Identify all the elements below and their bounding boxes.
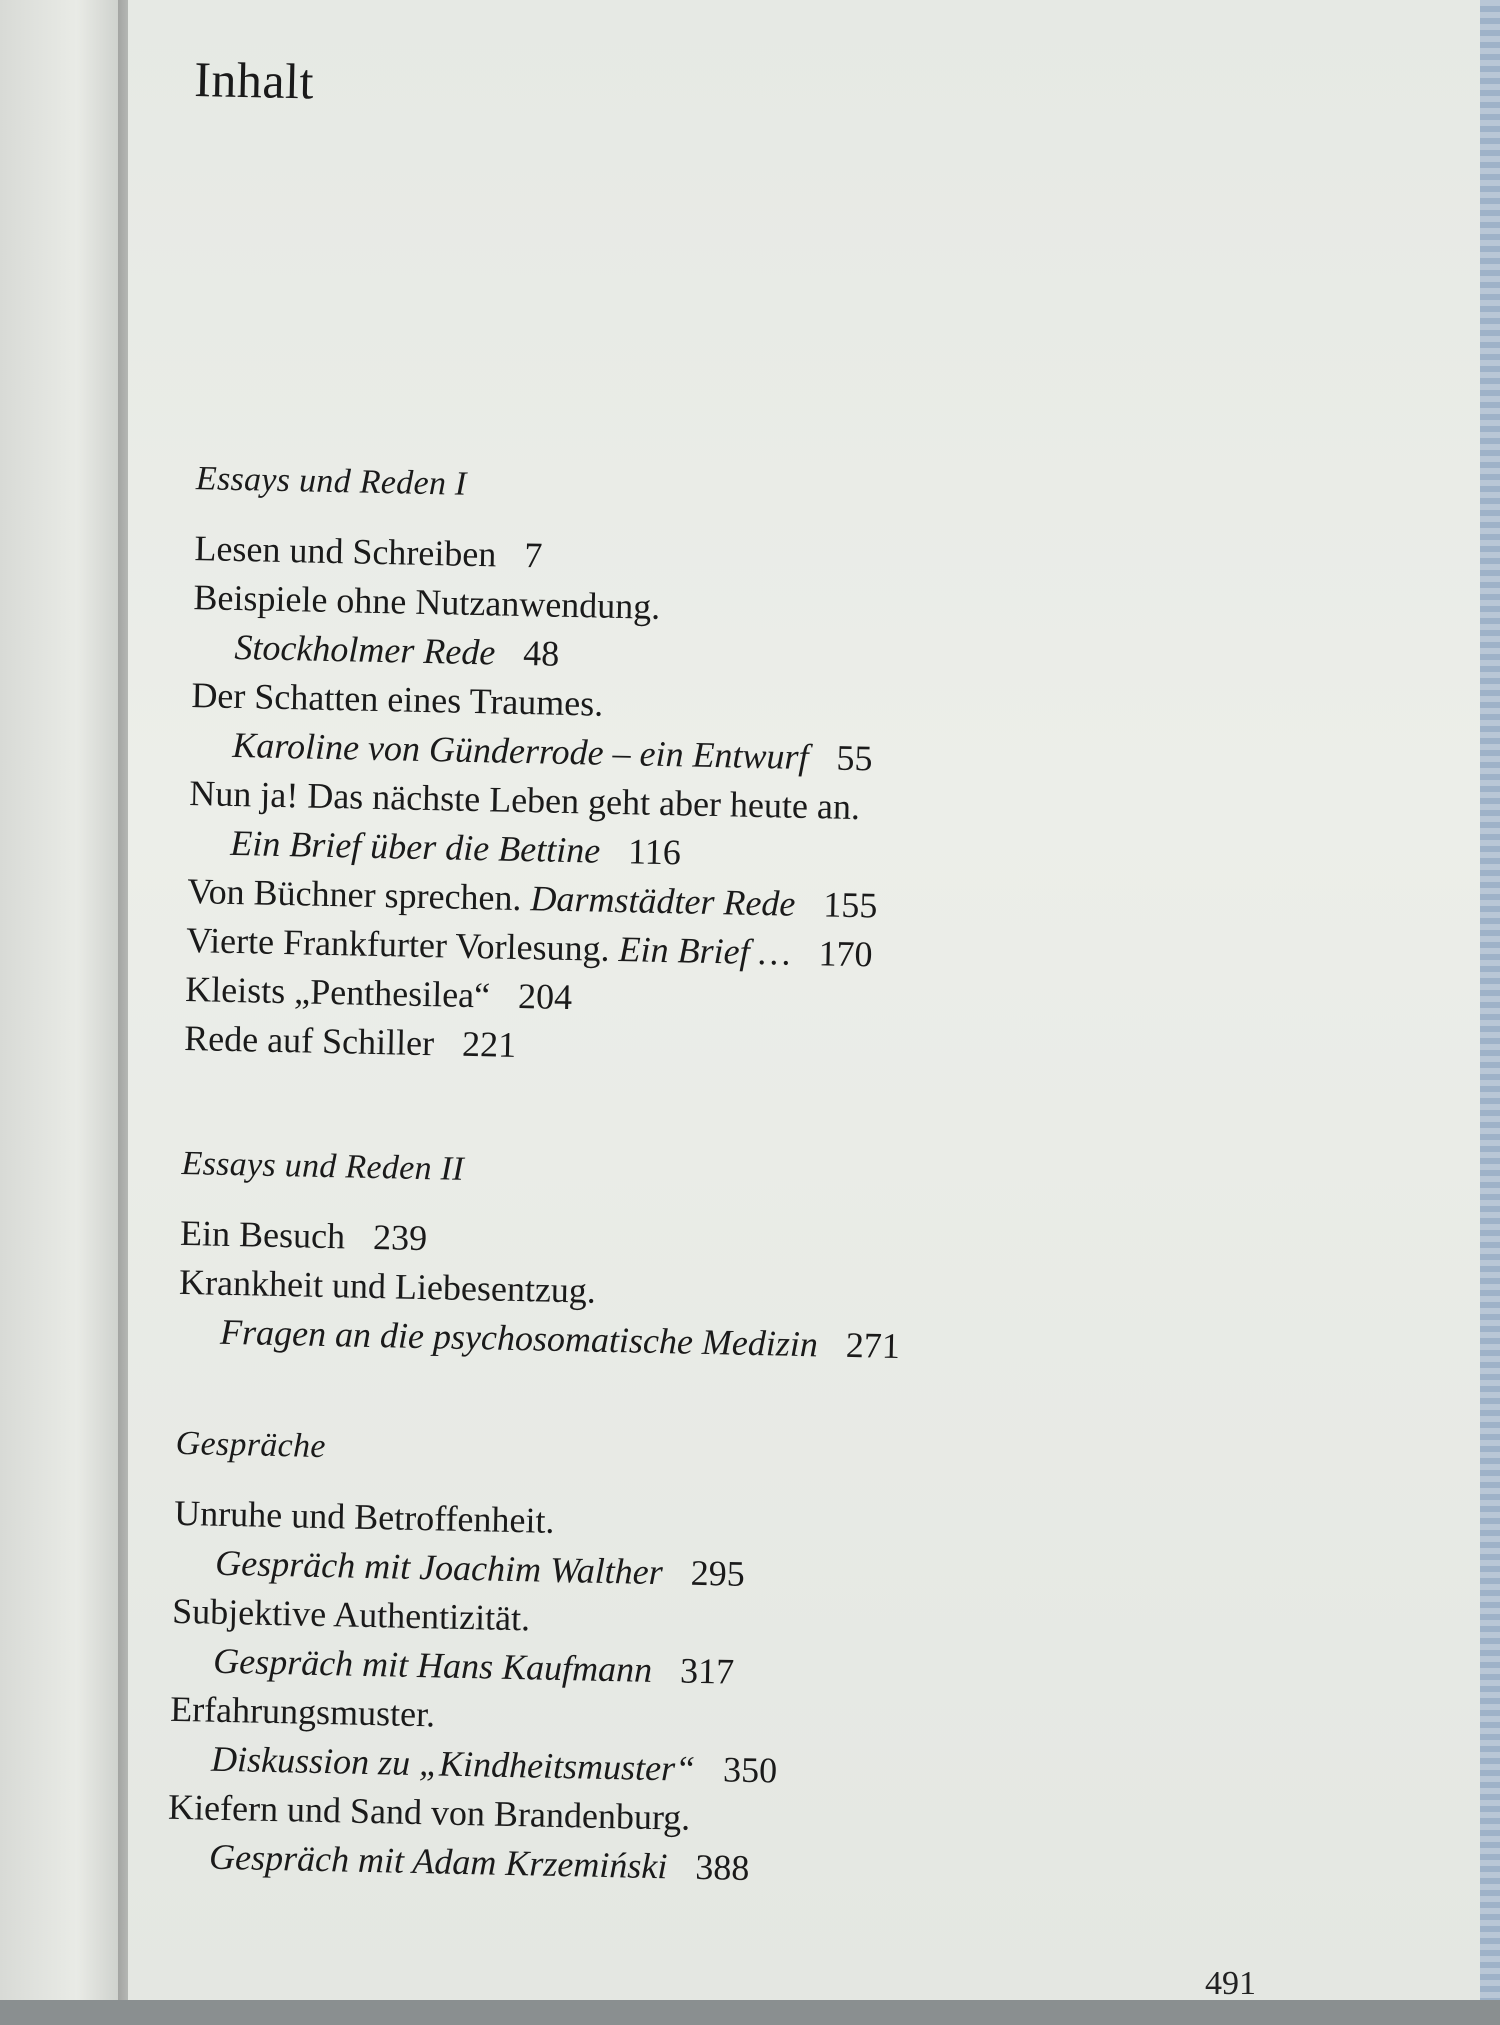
entry-title: Krankheit und Liebesentzug.	[178, 1261, 597, 1311]
background-edge	[1480, 0, 1500, 2000]
entry-subtitle: Gespräch mit Joachim Walther	[214, 1542, 664, 1593]
page-number: 116	[627, 831, 682, 873]
page-number: 155	[822, 884, 878, 926]
page-number: 271	[845, 1324, 901, 1367]
page-number: 221	[461, 1023, 517, 1065]
entry-subtitle: Diskussion zu „Kindheitsmuster“	[210, 1738, 696, 1789]
toc-entry	[192, 573, 884, 685]
entry-title: Lesen und Schreiben	[194, 528, 497, 575]
entry-subtitle: Ein Brief über die Bettine	[229, 822, 601, 871]
page-number: 388	[694, 1846, 750, 1888]
entry-subtitle: Gespräch mit Adam Krzemiński	[208, 1836, 668, 1887]
toc-entry	[188, 769, 880, 881]
entry-title: Nun ja! Das nächste Leben geht aber heute an.	[188, 773, 861, 828]
entry-subtitle: Gespräch mit Hans Kaufmann	[212, 1640, 653, 1690]
section-essays-und-reden-2	[178, 1145, 904, 1371]
entry-title: Ein Besuch	[179, 1212, 346, 1257]
toc-entry	[171, 1587, 781, 1698]
page-number: 239	[372, 1216, 428, 1259]
toc-entry	[167, 1783, 777, 1894]
entry-title: Unruhe und Betroffenheit.	[173, 1492, 555, 1541]
entry-title: Subjektive Authentizität.	[171, 1590, 531, 1639]
page-title: Inhalt	[193, 50, 315, 110]
page-number: 48	[522, 633, 560, 674]
section-gespraeche	[167, 1425, 784, 1894]
toc-entry	[190, 671, 882, 783]
entry-title: Von Büchner sprechen.	[186, 871, 522, 919]
section-heading: Essays und Reden I	[195, 460, 468, 503]
entry-title: Vierte Frankfurter Vorlesung.	[185, 920, 611, 969]
page-number: 7	[523, 535, 543, 576]
entry-subtitle: Karoline von Günderrode – ein Entwurf	[231, 724, 809, 777]
entry-title: Der Schatten eines Traumes.	[191, 675, 604, 724]
page-number: 350	[722, 1749, 778, 1791]
entry-title: Beispiele ohne Nutzanwendung.	[193, 577, 661, 627]
page-number: 204	[517, 975, 573, 1018]
entry-subtitle: Fragen an die psychosomatische Medizin	[219, 1311, 819, 1365]
facing-page	[0, 0, 128, 2000]
page-number: 295	[690, 1552, 746, 1594]
entry-title: Erfahrungsmuster.	[169, 1688, 436, 1735]
section-essays-und-reden-1	[184, 460, 887, 1077]
entry-title: Kiefern und Sand von Brandenburg.	[167, 1786, 691, 1838]
entry-title: Kleists „Penthesilea“	[184, 968, 491, 1016]
page-number-folio: 491	[1205, 1965, 1256, 2002]
entry-subtitle: Darmstädter Rede	[530, 878, 796, 924]
entry-subtitle: Stockholmer Rede	[234, 626, 496, 673]
entry-title: Rede auf Schiller	[183, 1017, 435, 1064]
contents-page	[154, 0, 1396, 2025]
toc-entry	[178, 1258, 902, 1371]
toc-entry	[173, 1489, 783, 1600]
page-number: 170	[818, 933, 873, 975]
section-heading: Essays und Reden II	[181, 1144, 465, 1188]
entry-subtitle: Ein Brief …	[618, 929, 791, 973]
page-number: 55	[836, 737, 873, 779]
toc-entry	[169, 1685, 779, 1796]
section-heading: Gespräche	[175, 1424, 327, 1466]
page-number: 317	[679, 1650, 735, 1692]
